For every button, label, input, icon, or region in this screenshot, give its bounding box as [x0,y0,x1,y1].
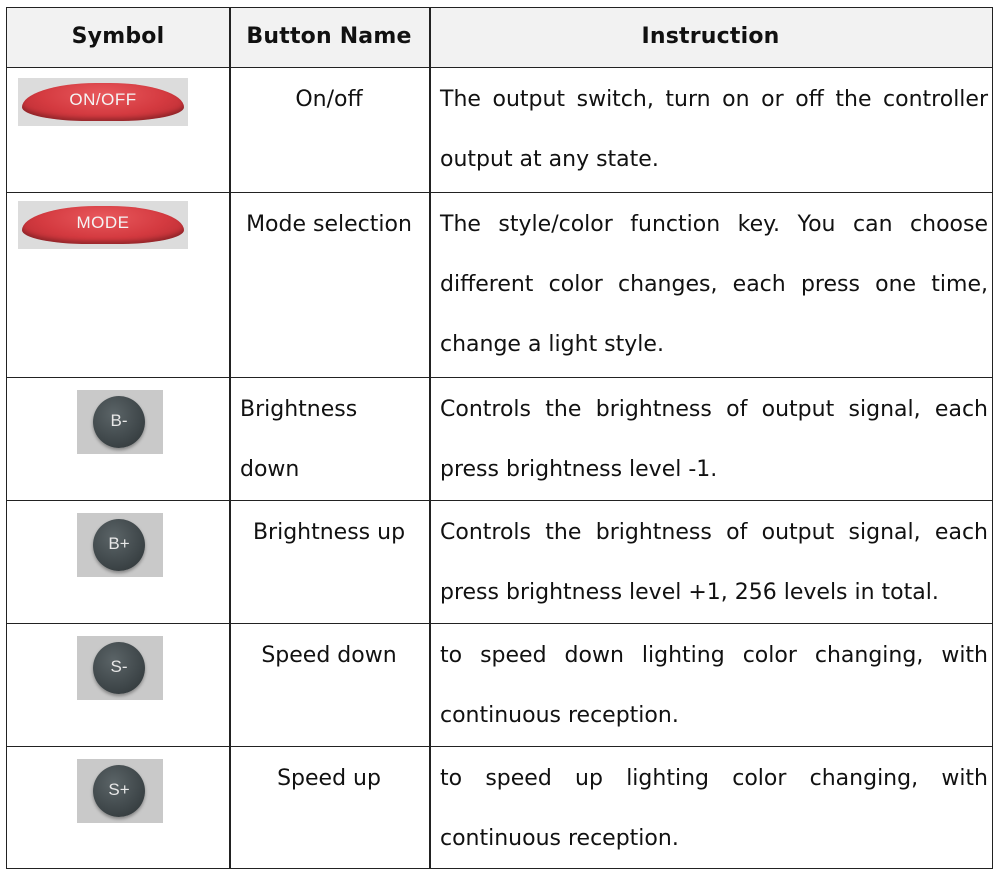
instruction-text [440,503,988,623]
instruction-line: to speed up lighting color changing, with [440,766,988,791]
on-off-button-icon [22,83,184,121]
mode-button-image [18,201,188,249]
instruction-line: press brightness level +1, 256 levels in total. [440,580,939,605]
button-name [229,749,429,809]
button-name [229,503,429,563]
button-name-line: Speed up [277,766,381,791]
speed-up-button-image [77,759,163,823]
button-name [229,626,429,686]
table-row [7,193,992,378]
brightness-down-icon [93,396,145,448]
header-instruction: Instruction [641,24,780,49]
instruction-line: different color changes, each press one time, [440,272,988,297]
brightness-up-button-image [77,513,163,577]
brightness-up-icon [93,519,145,571]
instruction-line: press brightness level -1. [440,457,718,482]
instruction-line: output at any state. [440,147,659,172]
table-header-row [7,8,992,68]
table-row [7,378,992,501]
button-name [229,70,429,130]
symbol-label: MODE [76,213,130,232]
button-name-line: Speed down [261,643,397,668]
symbol-label: ON/OFF [69,90,137,109]
instruction-line: The output switch, turn on or off the controller [440,87,988,112]
header-symbol: Symbol [71,24,165,49]
button-name-line: Mode selection [246,212,412,237]
instruction-line: continuous reception. [440,826,679,851]
speed-up-icon [93,765,145,817]
header-button-name: Button Name [246,24,412,49]
speed-down-icon [93,642,145,694]
button-name [229,195,429,255]
symbol-label: B+ [108,534,130,553]
instruction-text [440,749,988,869]
table-row [7,501,992,624]
button-name-line: On/off [295,87,363,112]
table-row [7,747,992,869]
instruction-line: Controls the brightness of output signal, each [440,520,988,545]
instruction-line: Controls the brightness of output signal, each [440,397,988,422]
table-row [7,68,992,193]
brightness-down-button-image [77,390,163,454]
on-off-button-image [18,78,188,126]
instruction-line: The style/color function key. You can choose [440,212,988,237]
instruction-line: to speed down lighting color changing, with [440,643,988,668]
symbol-label: S- [110,657,128,676]
button-name-line: Brightness [240,397,358,422]
button-name [240,380,425,500]
instruction-text [440,380,988,500]
button-instruction-table [6,7,993,869]
instruction-text [440,70,988,190]
instruction-text [440,195,988,375]
instruction-line: change a light style. [440,332,664,357]
symbol-label: S+ [108,780,130,799]
button-name-line: down [240,457,300,482]
symbol-label: B- [110,411,128,430]
instruction-line: continuous reception. [440,703,679,728]
mode-button-icon [22,206,184,244]
instruction-text [440,626,988,746]
speed-down-button-image [77,636,163,700]
button-name-line: Brightness up [252,520,406,545]
table-row [7,624,992,747]
